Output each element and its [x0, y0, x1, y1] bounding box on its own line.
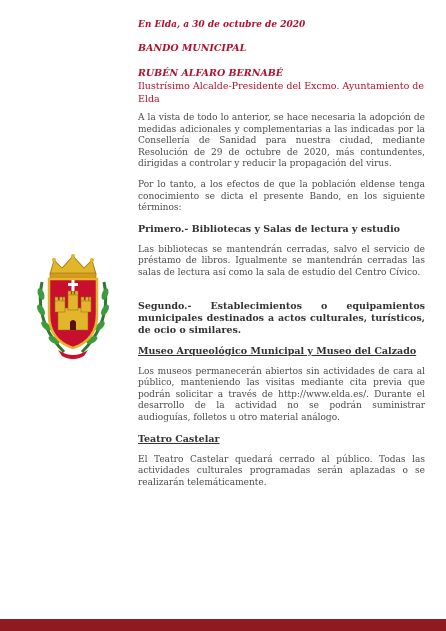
bando-document	[138, 20, 425, 498]
teatro-paragraph: El Teatro Castelar quedará cerrado al público. Todas las actividades culturales programadas serán aplazadas o se realizarán telemáticamente.	[138, 454, 425, 488]
primero-heading: Primero.- Bibliotecas y Salas de lectura y estudio	[138, 223, 401, 235]
primero-paragraph: Las bibliotecas se mantendrán cerradas, salvo el servicio de préstamo de libros. Igualmente se mantendrán cerradas las salas de lectura así como la sala de estudio del Centro Cívico.	[138, 244, 425, 278]
museo-paragraph: Los museos permanecerán abiertos sin actividades de cara al público, manteniendo las visitas mediante cita previa que podrán solicitar a través de http://www.elda.es/. Durante el desarrollo de la actividad no se podrán suministrar audioguías, folletos u otro material análogo.	[138, 366, 425, 423]
museo-heading: Museo Arqueológico Municipal y Museo del Calzado	[138, 345, 417, 357]
bando-title: BANDO MUNICIPAL	[138, 43, 247, 54]
coat-of-arms-icon	[36, 252, 110, 362]
terms-paragraph: Por lo tanto, a los efectos de que la población eldense tenga conocimiento se dicta el presente Bando, en los siguiente términos:	[138, 179, 425, 214]
document-date: En Elda, a 30 de octubre de 2020	[138, 20, 306, 30]
footer-bar	[0, 619, 446, 631]
signer-title: Ilustrísimo Alcalde-Presidente del Excmo. Ayuntamiento de Elda	[138, 81, 425, 105]
segundo-heading: Segundo.- Establecimientos o equipamientos municipales destinados a actos culturales, turísticos, de ocio o similares.	[138, 300, 425, 336]
teatro-heading: Teatro Castelar	[138, 433, 220, 445]
intro-paragraph: A la vista de todo lo anterior, se hace necesaria la adopción de medidas adicionales y complementarias a las indicadas por la Consellería de Sanidad para nuestra ciudad, mediante Resolución de 29 de octubre de 2020, más contundentes, dirigidas a controlar y reducir la propagación del virus.	[138, 113, 425, 170]
signer-name: RUBÉN ALFARO BERNABÉ	[138, 68, 284, 79]
